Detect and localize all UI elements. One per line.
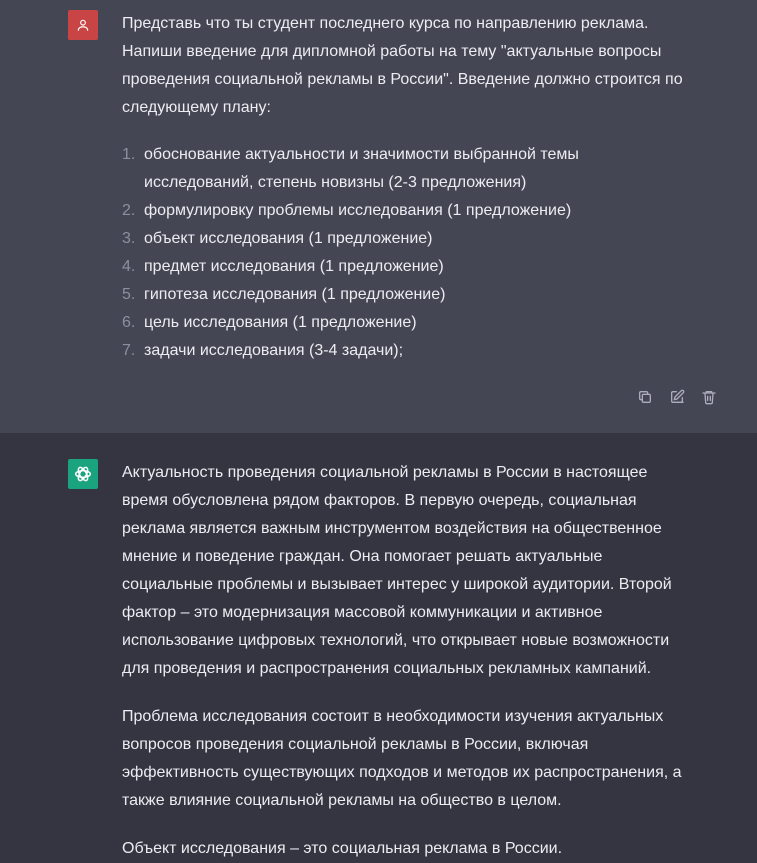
- plan-item: [122, 309, 690, 337]
- plan-item-text: формулировку проблемы исследования (1 предложение): [144, 202, 572, 219]
- plan-item-number: 5.: [122, 286, 136, 303]
- plan-item-text: обоснование актуальности и значимости выбранной темы исследований, степень новизны (2-3 предложения): [144, 146, 579, 191]
- plan-item-number: 7.: [122, 342, 136, 359]
- plan-item-text: цель исследования (1 предложение): [144, 314, 417, 331]
- plan-item: [122, 281, 690, 309]
- user-message-intro: Представь что ты студент последнего курса по направлению реклама. Напиши введение для дипломной работы на тему "актуальные вопросы проведения социальной рекламы в России". Введение должно строится по следующему плану:: [122, 15, 683, 116]
- plan-list: [122, 141, 690, 365]
- plan-item-number: 2.: [122, 202, 136, 219]
- trash-icon: [701, 389, 717, 405]
- edit-icon: [669, 389, 685, 405]
- plan-item-text: задачи исследования (3-4 задачи);: [144, 342, 404, 359]
- assistant-paragraph: Объект исследования – это социальная реклама в России.: [122, 840, 563, 857]
- message-actions: [636, 388, 718, 406]
- assistant-avatar: [68, 459, 98, 489]
- plan-item-text: объект исследования (1 предложение): [144, 230, 433, 247]
- plan-item: [122, 141, 690, 197]
- assistant-paragraph: Актуальность проведения социальной рекламы в России в настоящее время обусловлена рядом факторов. В первую очередь, социальная реклама является важным инструментом воздействия на общественное мнение и поведение граждан. Она помогает решать актуальные социальные проблемы и вызывает интерес у широкой аудитории. Второй фактор – это модернизация массовой коммуникации и активное использование цифровых технологий, что открывает новые возможности для проведения и распространения социальных рекламных кампаний.: [122, 464, 672, 677]
- plan-item-text: гипотеза исследования (1 предложение): [144, 286, 446, 303]
- plan-item-number: 4.: [122, 258, 136, 275]
- edit-button[interactable]: [668, 388, 686, 406]
- plan-item: [122, 253, 690, 281]
- user-message-content: [122, 10, 690, 365]
- plan-item: [122, 337, 690, 365]
- openai-logo-icon: [72, 463, 94, 485]
- plan-item-number: 1.: [122, 146, 136, 163]
- plan-item: [122, 225, 690, 253]
- plan-item-text: предмет исследования (1 предложение): [144, 258, 444, 275]
- delete-button[interactable]: [700, 388, 718, 406]
- copy-icon: [637, 389, 653, 405]
- user-avatar: [68, 10, 98, 40]
- user-icon: [76, 18, 90, 32]
- copy-button[interactable]: [636, 388, 654, 406]
- assistant-message: [0, 433, 757, 863]
- plan-item-number: 3.: [122, 230, 136, 247]
- plan-item: [122, 197, 690, 225]
- plan-item-number: 6.: [122, 314, 136, 331]
- assistant-paragraph: Проблема исследования состоит в необходимости изучения актуальных вопросов проведения социальной рекламы в России, включая эффективность существующих подходов и методов их распространения, а также влияние социальной рекламы на общество в целом.: [122, 708, 682, 809]
- assistant-message-content: [122, 459, 690, 863]
